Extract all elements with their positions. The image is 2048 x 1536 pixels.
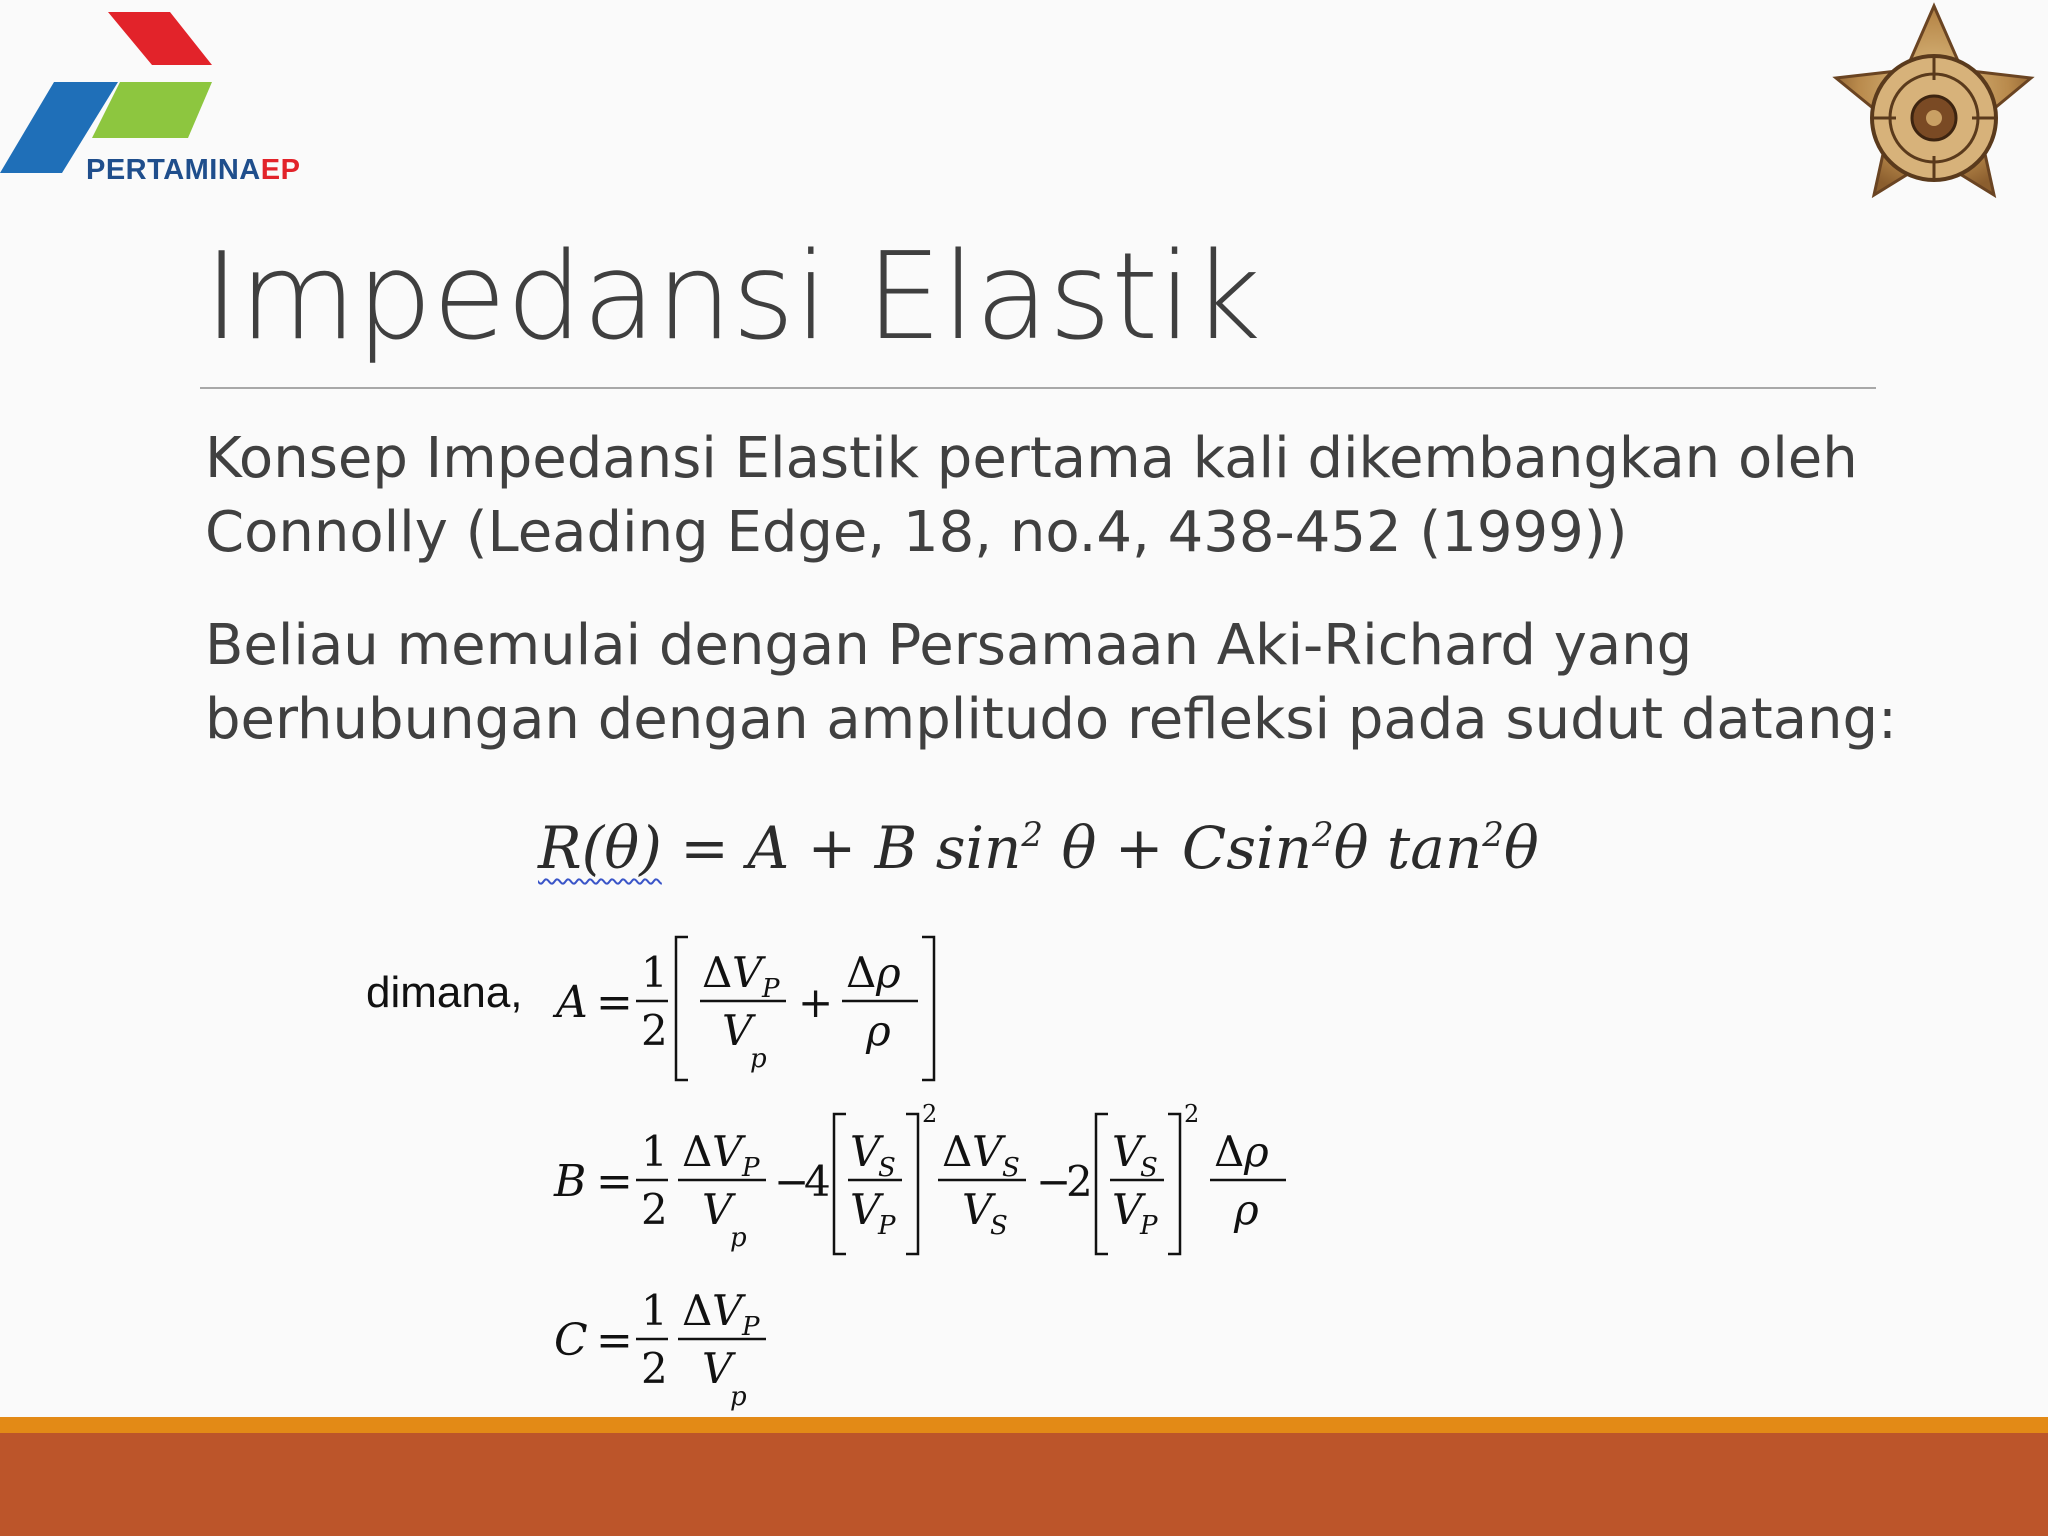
footer-accent-bar — [0, 1417, 2048, 1433]
pertamina-wordmark: PERTAMINAEP — [86, 154, 301, 186]
svg-text:−: − — [774, 1157, 810, 1206]
svg-text:ρ: ρ — [1244, 1127, 1269, 1176]
svg-text:Δ: Δ — [1214, 1127, 1245, 1176]
svg-text:Δ: Δ — [942, 1127, 973, 1176]
svg-text:V: V — [1112, 1127, 1143, 1176]
svg-text:Δ: Δ — [846, 948, 877, 997]
svg-text:C: C — [554, 1315, 588, 1366]
svg-text:Δ: Δ — [682, 1127, 713, 1176]
footer-bar — [0, 1433, 2048, 1536]
svg-text:−: − — [1036, 1157, 1072, 1206]
svg-text:p: p — [730, 1382, 747, 1412]
svg-text:V: V — [850, 1127, 881, 1176]
svg-text:S: S — [878, 1153, 896, 1183]
svg-text:S: S — [1002, 1153, 1020, 1183]
svg-text:V: V — [732, 948, 763, 997]
svg-text:S: S — [990, 1211, 1008, 1241]
svg-text:2: 2 — [641, 1344, 668, 1393]
svg-text:V: V — [1112, 1185, 1143, 1234]
svg-text:=: = — [596, 977, 633, 1028]
pertamina-logo — [0, 10, 330, 186]
svg-text:ρ: ρ — [876, 948, 901, 997]
svg-text:=: = — [596, 1315, 633, 1366]
formula-a — [550, 925, 950, 1085]
svg-text:+: + — [798, 978, 834, 1027]
svg-text:p: p — [750, 1044, 767, 1074]
svg-text:2: 2 — [922, 1100, 938, 1128]
svg-text:1: 1 — [641, 948, 668, 997]
university-seal-logo — [1816, 0, 2048, 240]
svg-text:V: V — [962, 1185, 993, 1234]
title-divider — [200, 387, 1876, 389]
svg-text:1: 1 — [641, 1286, 668, 1335]
svg-text:=: = — [596, 1156, 633, 1207]
svg-text:p: p — [730, 1223, 747, 1253]
svg-text:2: 2 — [641, 1006, 668, 1055]
svg-text:2: 2 — [1066, 1157, 1093, 1206]
dimana-label: dimana, — [366, 968, 523, 1017]
svg-text:V: V — [972, 1127, 1003, 1176]
paragraph-aki-richard: Beliau memulai dengan Persamaan Aki-Richard yang berhubungan dengan amplitudo refleksi pada sudut datang: — [205, 613, 1897, 752]
svg-text:2: 2 — [641, 1185, 668, 1234]
svg-text:Δ: Δ — [682, 1286, 713, 1335]
svg-text:ρ: ρ — [1234, 1185, 1259, 1234]
svg-text:P: P — [762, 974, 780, 1004]
svg-text:4: 4 — [804, 1157, 831, 1206]
formula-b — [550, 1098, 1370, 1268]
svg-text:V: V — [702, 1185, 733, 1234]
paragraph-connolly: Konsep Impedansi Elastik pertama kali dikembangkan oleh Connolly (Leading Edge, 18, no.4, 438-452 (1999)) — [205, 426, 1858, 565]
formula-c — [550, 1275, 810, 1425]
svg-text:Δ: Δ — [702, 948, 733, 997]
svg-text:P: P — [742, 1312, 760, 1342]
aki-richard-equation: R(θ) = A + B $\sin^2 \theta + Csin^2\theta$ $\tan^2\theta$ — [538, 814, 1539, 882]
svg-text:V: V — [722, 1006, 753, 1055]
svg-text:V: V — [850, 1185, 881, 1234]
svg-text:V: V — [712, 1286, 743, 1335]
svg-text:A: A — [556, 977, 588, 1028]
svg-text:P: P — [878, 1211, 896, 1241]
svg-text:V: V — [702, 1344, 733, 1393]
slide-title: Impedansi Elastik — [204, 228, 1262, 367]
svg-text:B: B — [554, 1156, 587, 1207]
svg-text:ρ: ρ — [866, 1006, 891, 1055]
svg-text:S: S — [1140, 1153, 1158, 1183]
svg-text:P: P — [1140, 1211, 1158, 1241]
svg-text:P: P — [742, 1153, 760, 1183]
svg-text:2: 2 — [1184, 1100, 1200, 1128]
svg-text:1: 1 — [641, 1127, 668, 1176]
svg-text:V: V — [712, 1127, 743, 1176]
